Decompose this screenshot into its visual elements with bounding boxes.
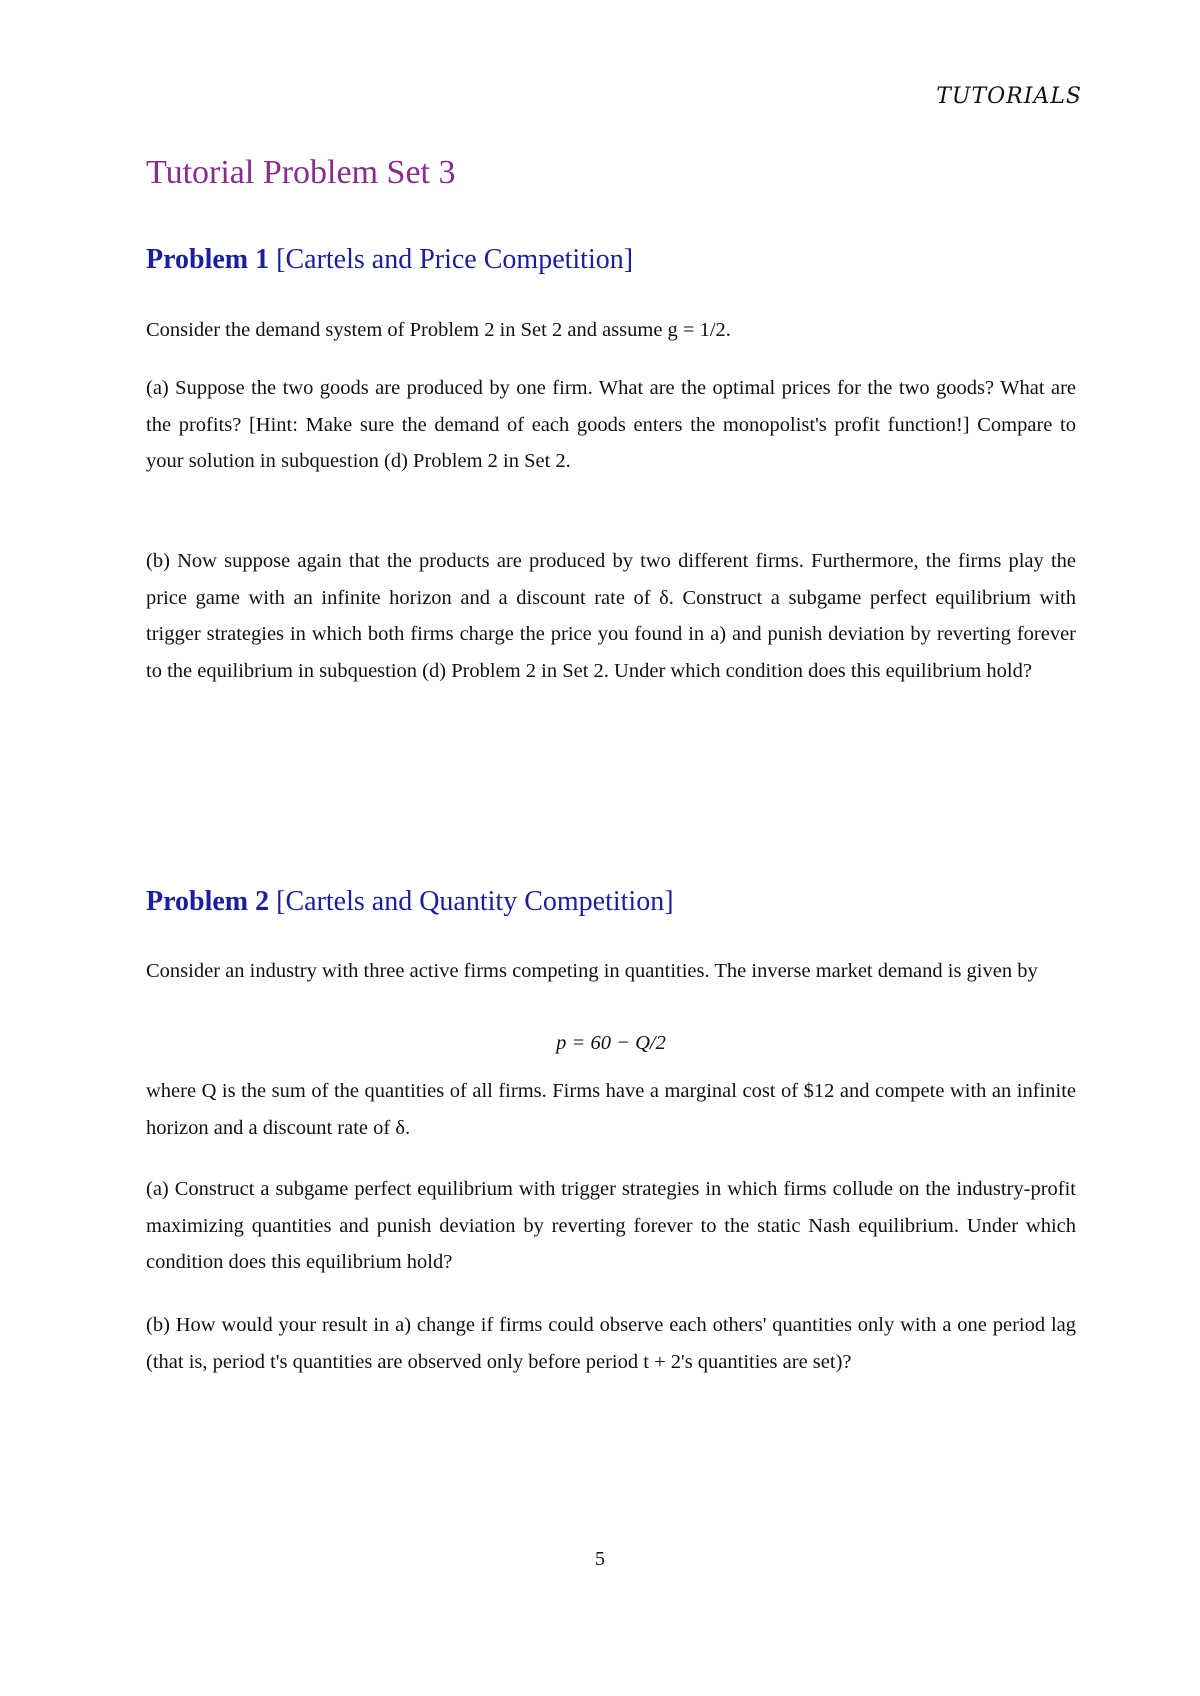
running-head: TUTORIALS [936, 84, 1082, 109]
problem-1-topic: [Cartels and Price Competition] [276, 244, 634, 275]
equation-text: p = 60 − Q/2 [556, 1032, 666, 1054]
problem-1-part-b: (b) Now suppose again that the products are produced by two different firms. Furthermore, the firms play the price game with an infinite horizon and a discount rate of δ. Construct a subgame perfect equilibrium with trigger strategies in which both firms charge the price you found in a) and punish deviation by reverting forever to the equilibrium in subquestion (d) Problem 2 in Set 2. Under which condition does this equilibrium hold? [146, 550, 1076, 682]
problem-2-topic: [Cartels and Quantity Competition] [276, 886, 674, 917]
problem-2-part-a: (a) Construct a subgame perfect equilibrium with trigger strategies in which firms collude on the industry-profit maximizing quantities and punish deviation by reverting forever to the static Nash equilibrium. Under which condition does this equilibrium hold? [146, 1178, 1076, 1273]
problem-1-number: Problem 1 [146, 244, 270, 275]
problem-1-heading [146, 244, 633, 276]
problem-2-intro: Consider an industry with three active firms competing in quantities. The inverse market demand is given by [146, 960, 1038, 982]
problem-2-heading [146, 886, 674, 918]
problem-2-part-b: (b) How would your result in a) change if firms could observe each others' quantities only with a one period lag (that is, period t's quantities are observed only before period t + 2's quantities are set)? [146, 1314, 1076, 1373]
problem-2-after-equation: where Q is the sum of the quantities of all firms. Firms have a marginal cost of $12 and compete with an infinite horizon and a discount rate of δ. [146, 1080, 1076, 1139]
problem-1-intro: Consider the demand system of Problem 2 in Set 2 and assume g = 1/2. [146, 319, 731, 341]
page-number: 5 [595, 1548, 605, 1570]
problem-2-number: Problem 2 [146, 886, 270, 917]
page-title: Tutorial Problem Set 3 [146, 154, 456, 191]
problem-1-part-a: (a) Suppose the two goods are produced by one firm. What are the optimal prices for the two goods? What are the profits? [Hint: Make sure the demand of each goods enters the monopolist's profit function!] Compare to your solution in subquestion (d) Problem 2 in Set 2. [146, 377, 1076, 472]
demand-equation [146, 1032, 1076, 1055]
